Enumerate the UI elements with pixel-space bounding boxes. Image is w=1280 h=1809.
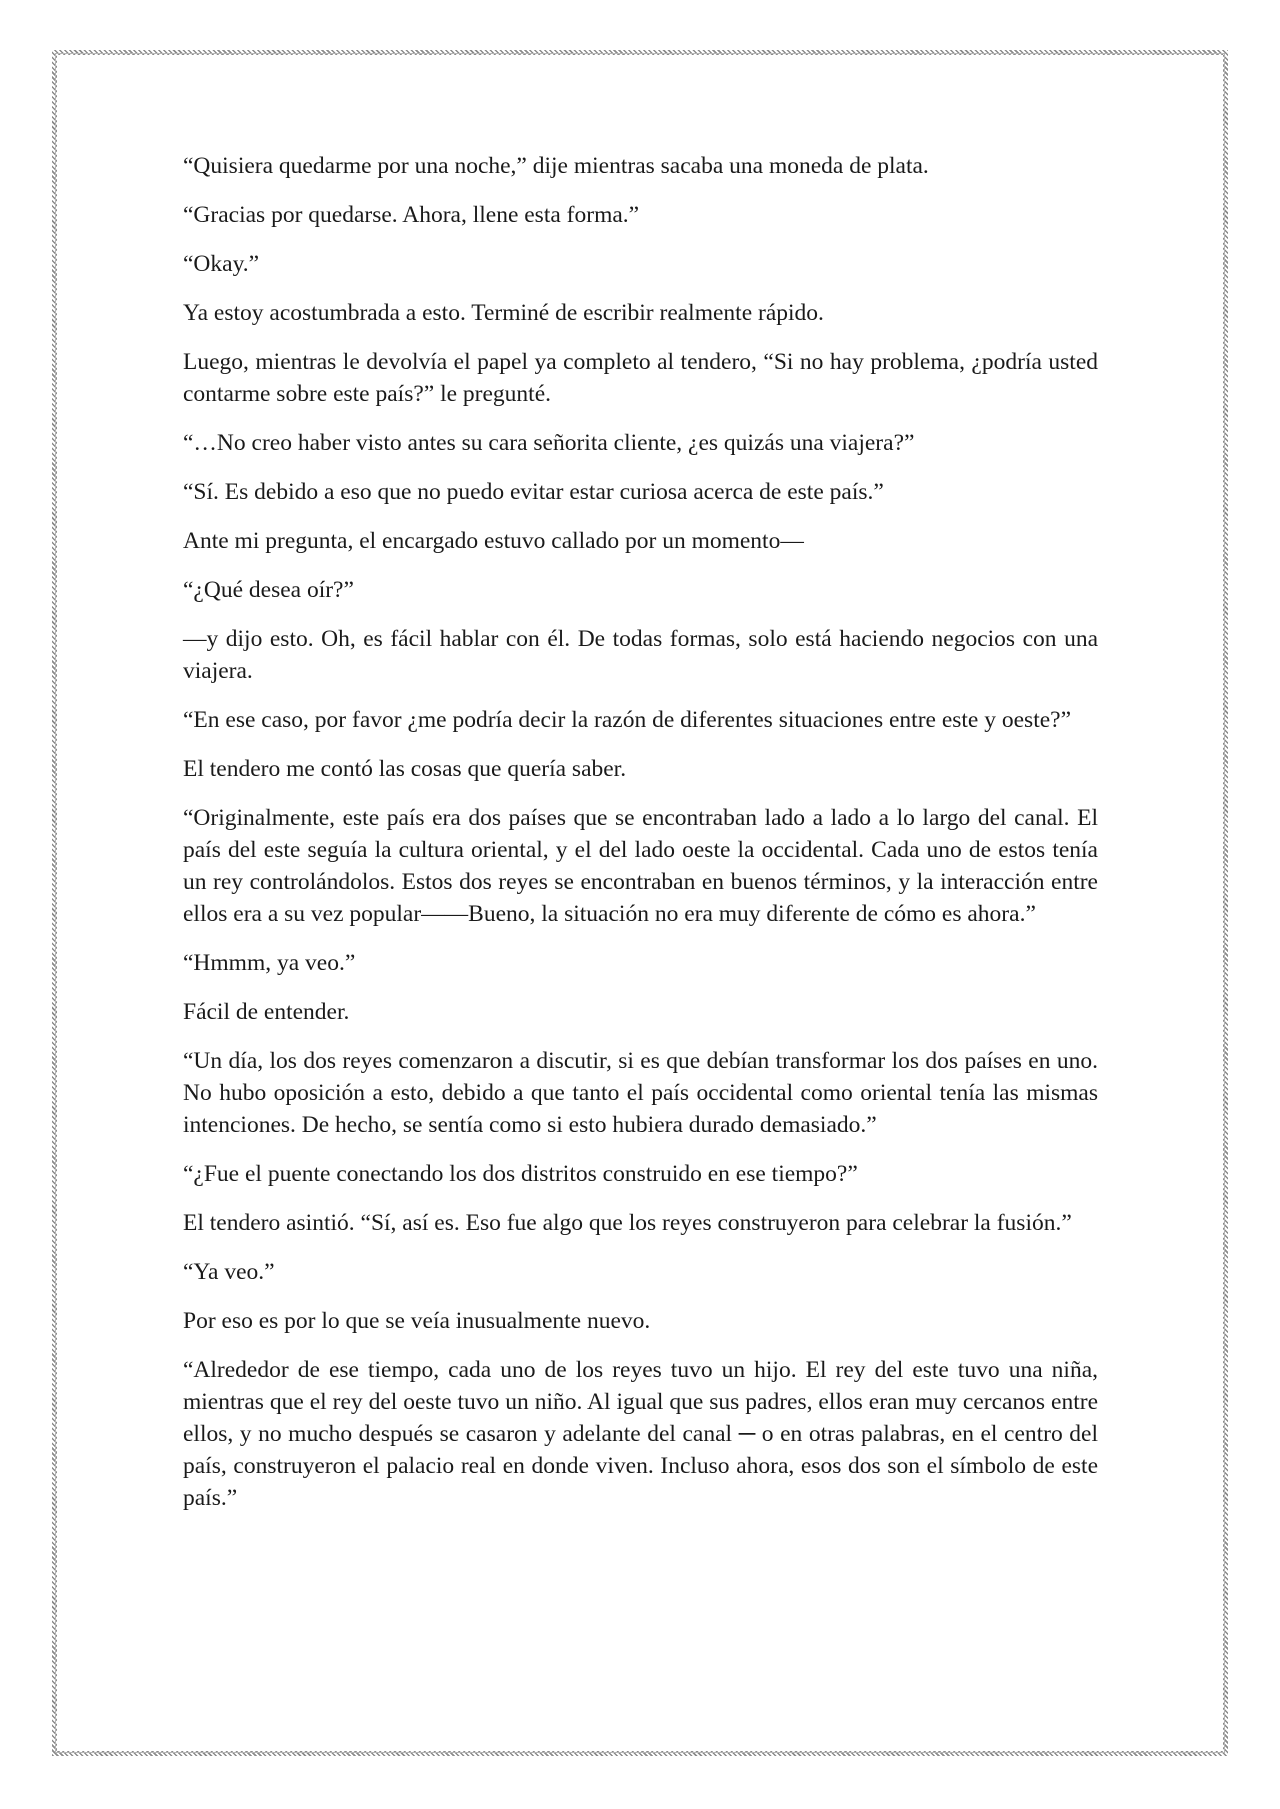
paragraph: “¿Qué desea oír?” — [183, 577, 354, 603]
paragraph: “Sí. Es debido a eso que no puedo evitar estar curiosa acerca de este país.” — [183, 479, 884, 505]
paragraph: “Ya veo.” — [183, 1259, 275, 1285]
paragraph: “Hmmm, ya veo.” — [183, 950, 356, 976]
paragraph: —y dijo esto. Oh, es fácil hablar con él. De todas formas, solo está haciendo negocios con una viajera. — [183, 626, 1098, 684]
paragraph: “¿Fue el puente conectando los dos distritos construido en ese tiempo?” — [183, 1161, 858, 1187]
paragraph: “Alrededor de ese tiempo, cada uno de los reyes tuvo un hijo. El rey del este tuvo una niña, mientras que el rey del oeste tuvo un niño. Al igual que sus padres, ellos eran muy cercanos entre ellos, y no mucho después se casaron y adelante del canal ─ o en otras palabras, en el centro del país, construyeron el palacio real en donde viven. Incluso ahora, esos dos son el símbolo de este país.” — [183, 1357, 1098, 1511]
paragraph: Fácil de entender. — [183, 999, 350, 1025]
paragraph: “Originalmente, este país era dos países que se encontraban lado a lado a lo largo del canal. El país del este seguía la cultura oriental, y el del lado oeste la occidental. Cada uno de estos tenía un rey controlándolos. Estos dos reyes se encontraban en buenos términos, y la interacción entre ellos era a su vez popular——Bueno, la situación no era muy diferente de cómo es ahora.” — [183, 805, 1098, 927]
paragraph: El tendero me contó las cosas que quería saber. — [183, 756, 627, 782]
paragraph: El tendero asintió. “Sí, así es. Eso fue algo que los reyes construyeron para celebrar la fusión.” — [183, 1210, 1072, 1236]
paragraph: “Quisiera quedarme por una noche,” dije mientras sacaba una moneda de plata. — [183, 153, 929, 179]
paragraph: Por eso es por lo que se veía inusualmente nuevo. — [183, 1308, 651, 1334]
paragraph: “Un día, los dos reyes comenzaron a discutir, si es que debían transformar los dos países en uno. No hubo oposición a esto, debido a que tanto el país occidental como oriental tenía las mismas intenciones. De hecho, se sentía como si esto hubiera durado demasiado.” — [183, 1048, 1098, 1138]
paragraph: “En ese caso, por favor ¿me podría decir la razón de diferentes situaciones entre este y oeste?” — [183, 707, 1072, 733]
paragraph: Luego, mientras le devolvía el papel ya completo al tendero, “Si no hay problema, ¿podría usted contarme sobre este país?” le pregunté. — [183, 349, 1098, 407]
paragraph: “…No creo haber visto antes su cara señorita cliente, ¿es quizás una viajera?” — [183, 430, 915, 456]
paragraph: “Okay.” — [183, 251, 260, 277]
page-body — [183, 150, 1098, 1531]
paragraph: Ya estoy acostumbrada a esto. Terminé de escribir realmente rápido. — [183, 300, 824, 326]
paragraph: Ante mi pregunta, el encargado estuvo callado por un momento— — [183, 528, 804, 554]
paragraph: “Gracias por quedarse. Ahora, llene esta forma.” — [183, 202, 640, 228]
